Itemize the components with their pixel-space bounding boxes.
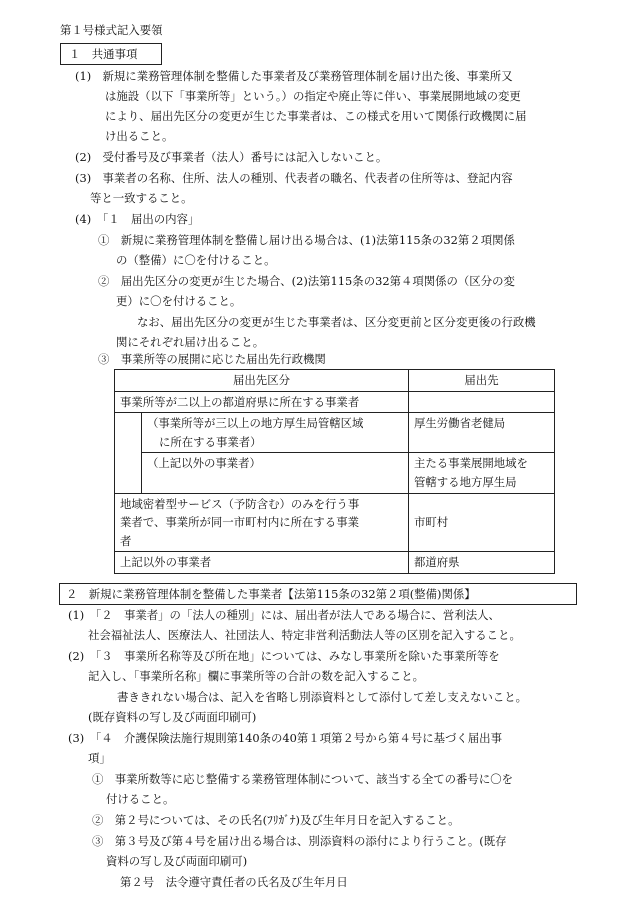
table-header-destination: 届出先 (409, 370, 555, 392)
s2-item-3-c-line-1: ③ 第３号及び第４号を届け出る場合は、別添資料の添付により行うこと。(既存 (92, 834, 507, 848)
s2-item-2-line-2: 記入し、「事業所名称」欄に事業所等の合計の数を記入すること。 (88, 669, 425, 683)
s1-item-4-c-line-1: なお、届出先区分の変更が生じた事業者は、区分変更前と区分変更後の行政機 (137, 315, 536, 329)
table-cell: 市町村 (409, 493, 555, 552)
table-cell-line: に所在する事業者） (159, 434, 262, 449)
s2-item-3-d: 第２号 法令遵守責任者の氏名及び生年月日 (120, 875, 348, 889)
table-row (115, 552, 555, 574)
table-cell: （上記以外の事業者） (142, 453, 409, 493)
section-1-heading: １ 共通事項 (60, 43, 162, 65)
table-row (115, 453, 555, 493)
table-row (115, 391, 555, 413)
s2-item-2-line-4: (既存資料の写し及び両面印刷可) (88, 710, 257, 724)
s2-item-3-a-line-2: 付けること。 (106, 792, 175, 806)
destination-table (114, 369, 555, 574)
table-indent-cell (115, 413, 142, 493)
s1-item-1-line-4: け出ること。 (105, 129, 174, 143)
s2-item-3-a-line-1: ① 事業所数等に応じ整備する業務管理体制について、該当する全ての番号に〇を (92, 772, 513, 786)
s2-item-3-head-line-1: (3) 「４ 介護保険法施行規則第140条の40第１項第２号から第４号に基づく届出事 (68, 731, 502, 745)
s2-item-1-line-1: (1) 「２ 事業者」の「法人の種別」には、届出者が法人である場合に、営利法人、 (68, 608, 500, 622)
document-title: 第１号様式記入要領 (60, 23, 163, 37)
s1-item-4-c-line-2: 関にそれぞれ届け出ること。 (116, 335, 265, 349)
table-cell (409, 391, 555, 413)
table-cell-line: 管轄する地方厚生局 (414, 474, 517, 489)
s2-item-2-line-1: (2) 「３ 事業所名称等及び所在地」については、みなし事業所を除いた事業所等を (68, 649, 500, 663)
table-row (115, 493, 555, 552)
section-2-heading: ２ 新規に業務管理体制を整備した事業者【法第115条の32第２項(整備)関係】 (59, 583, 577, 605)
s1-item-2-line-1: (2) 受付番号及び事業者（法人）番号には記入しないこと。 (75, 150, 388, 164)
table-cell (142, 413, 409, 453)
s1-item-1-line-3: により、届出先区分の変更が生じた事業者は、この様式を用いて関係行政機関に届 (105, 109, 527, 123)
s2-item-3-head-line-2: 項」 (88, 751, 111, 765)
s1-item-1-line-1: (1) 新規に業務管理体制を整備した事業者及び業務管理体制を届け出た後、事業所又 (75, 69, 513, 83)
table-cell-line: 地域密着型サービス（予防含む）のみを行う事 (120, 496, 360, 511)
table-cell: 都道府県 (409, 552, 555, 574)
table-cell (115, 493, 409, 552)
s1-item-4-a-line-2: の（整備）に〇を付けること。 (116, 253, 276, 267)
table-cell: 厚生労働省老健局 (409, 413, 555, 453)
table-cell-line: 者 (120, 533, 132, 548)
s1-item-4-b-line-1: ② 届出先区分の変更が生じた場合、(2)法第115条の32第４項関係の（区分の変 (98, 274, 515, 288)
table-cell-line: （事業所等が三以上の地方厚生局管轄区域 (147, 416, 364, 431)
table-row (115, 413, 555, 453)
s1-item-4-head: (4) 「１ 届出の内容」 (75, 212, 200, 226)
table-cell: 上記以外の事業者 (115, 552, 409, 574)
s2-item-1-line-2: 社会福祉法人、医療法人、社団法人、特定非営利活動法人等の区別を記入すること。 (88, 628, 521, 642)
table-row (115, 370, 555, 392)
s2-item-2-line-3: 書ききれない場合は、記入を省略し別添資料として添付して差し支えないこと。 (117, 690, 528, 704)
s1-item-4-b-line-2: 更）に〇を付けること。 (116, 294, 242, 308)
table-header-category: 届出先区分 (115, 370, 409, 392)
s1-item-4-a-line-1: ① 新規に業務管理体制を整備し届け出る場合は、(1)法第115条の32第２項関係 (98, 233, 515, 247)
s2-item-3-b: ② 第２号については、その氏名(ﾌﾘｶﾞﾅ)及び生年月日を記入すること。 (92, 813, 460, 827)
table-cell-line: 主たる事業展開地域を (414, 456, 528, 471)
table-cell (409, 453, 555, 493)
table-cell-line: 業者で、事業所が同一市町村内に所在する事業 (120, 515, 359, 530)
s1-item-3-line-1: (3) 事業者の名称、住所、法人の種別、代表者の職名、代表者の住所等は、登記内容 (75, 171, 513, 185)
s1-item-1-line-2: は施設（以下「事業所等」という。）の指定や廃止等に伴い、事業展開地域の変更 (105, 89, 521, 103)
table-cell: 事業所等が二以上の都道府県に所在する事業者 (115, 391, 409, 413)
s1-item-3-line-2: 等と一致すること。 (90, 191, 193, 205)
s1-item-4-d: ③ 事業所等の展開に応じた届出先行政機関 (98, 352, 326, 366)
s2-item-3-c-line-2: 資料の写し及び両面印刷可) (106, 854, 248, 868)
